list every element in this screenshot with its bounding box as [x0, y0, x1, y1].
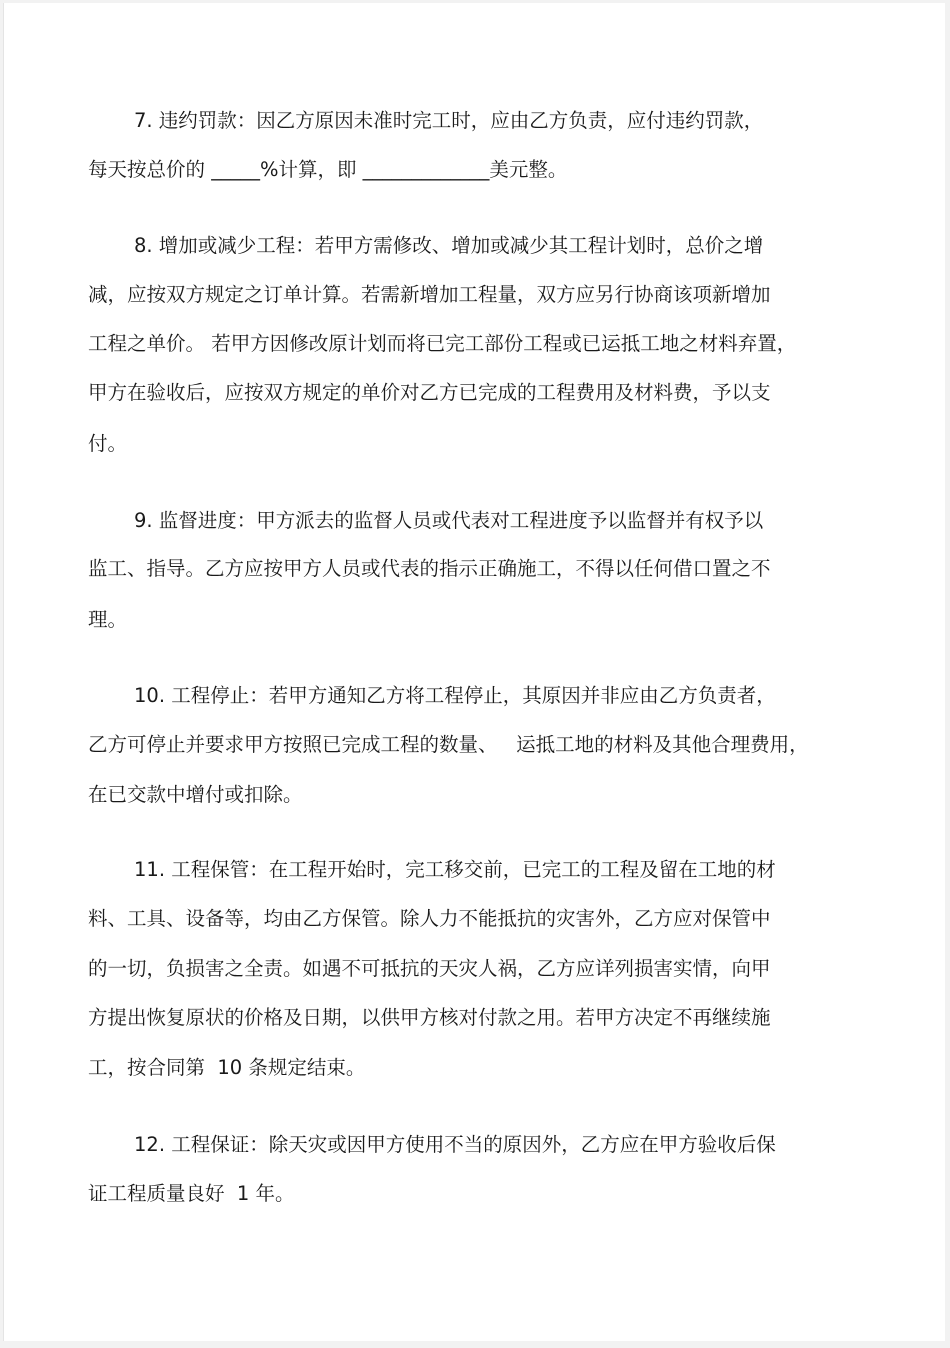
clause-7-line-2: 每天按总价的 _____%计算，即 _____________美元整。	[88, 158, 568, 181]
clause-8-line-1: 8. 增加或减少工程：若甲方需修改、增加或减少其工程计划时，总价之增	[134, 234, 764, 257]
clause-11-line-4: 方提出恢复原状的价格及日期，以供甲方核对付款之用。若甲方决定不再继续施	[88, 1006, 771, 1029]
clause-8-line-5: 付。	[88, 432, 128, 455]
clause-8-line-4: 甲方在验收后，应按双方规定的单价对乙方已完成的工程费用及材料费，予以支	[88, 381, 771, 404]
clause-10-line-3: 在已交款中增付或扣除。	[88, 783, 303, 806]
clause-9-line-3: 理。	[88, 608, 128, 631]
clause-8-line-2: 减，应按双方规定之订单计算。若需新增加工程量，双方应另行协商该项新增加	[88, 283, 771, 306]
clause-10-line-1: 10. 工程停止：若甲方通知乙方将工程停止，其原因并非应由乙方负责者，	[134, 684, 776, 707]
clause-12-line-2: 证工程质量良好 1 年。	[88, 1182, 295, 1205]
clause-11-line-5: 工，按合同第 10 条规定结束。	[88, 1056, 366, 1079]
clause-8-line-3: 工程之单价。 若甲方因修改原计划而将已完工部份工程或已运抵工地之材料弃置，	[88, 332, 797, 355]
clause-11-line-1: 11. 工程保管：在工程开始时，完工移交前，已完工的工程及留在工地的材	[134, 858, 776, 881]
clause-9-line-1: 9. 监督进度：甲方派去的监督人员或代表对工程进度予以监督并有权予以	[134, 509, 764, 532]
clause-11-line-2: 料、工具、设备等，均由乙方保管。除人力不能抵抗的灾害外，乙方应对保管中	[88, 907, 771, 930]
clause-11-line-3: 的一切，负损害之全责。如遇不可抵抗的天灾人祸，乙方应详列损害实情，向甲	[88, 957, 771, 980]
clause-12-line-1: 12. 工程保证：除天灾或因甲方使用不当的原因外，乙方应在甲方验收后保	[134, 1133, 776, 1156]
clause-10-line-2: 乙方可停止并要求甲方按照已完成工程的数量、 运抵工地的材料及其他合理费用，	[88, 733, 809, 756]
clause-9-line-2: 监工、指导。乙方应按甲方人员或代表的指示正确施工，不得以任何借口置之不	[88, 557, 771, 580]
document-page	[3, 3, 945, 1341]
clause-7-line-1: 7. 违约罚款：因乙方原因未准时完工时，应由乙方负责，应付违约罚款，	[134, 109, 764, 132]
